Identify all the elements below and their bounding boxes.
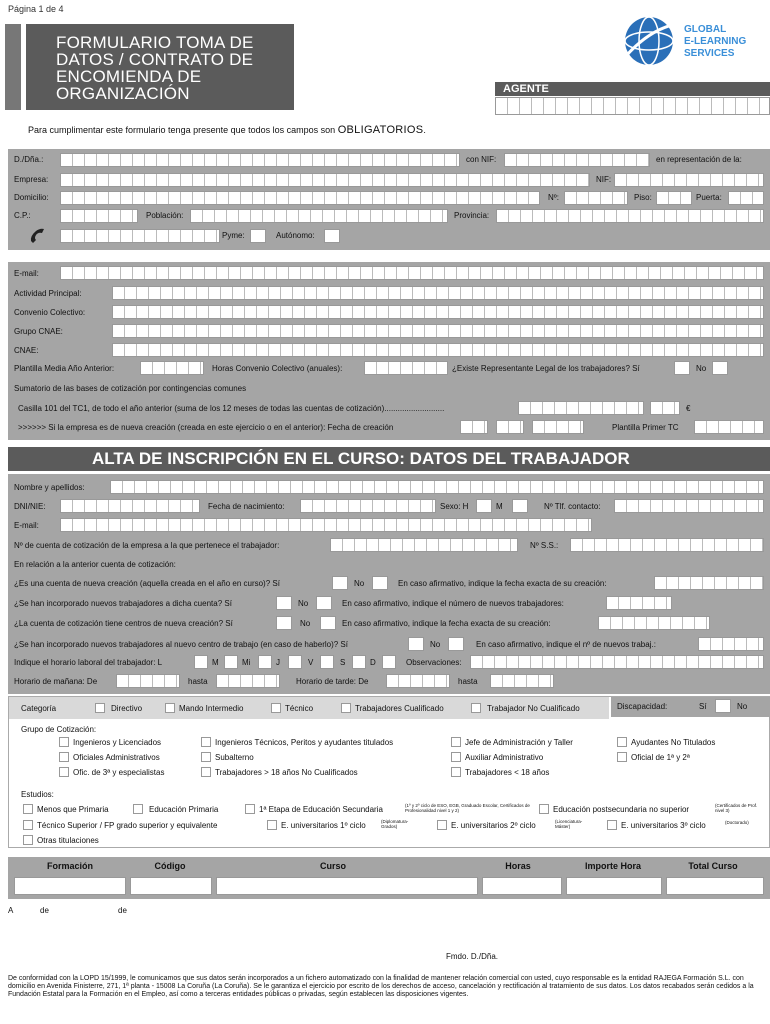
representante-si[interactable]	[674, 361, 690, 375]
worker-name-field[interactable]	[110, 480, 764, 494]
grp-10[interactable]	[201, 767, 211, 777]
creation-month[interactable]	[496, 420, 524, 434]
morning-to[interactable]	[216, 674, 280, 688]
est-2[interactable]	[133, 804, 143, 814]
casilla-decimal-field[interactable]	[650, 401, 680, 415]
horas-input[interactable]	[482, 877, 562, 895]
codigo-input[interactable]	[130, 877, 212, 895]
legal-footer: De conformidad con la LOPD 15/1999, le comunicamos que sus datos serán incorporados a un fichero automatizado con la finalidad de mantener relación comercial con usted, cuyo responsable es la entidad RAJEGA Formación S.L. con domicilio en Avenida Finisterre, 271, 1ª planta - 15008 La Coruña (La Coruña). Se le garantiza el ejercicio por escrito de los derechos de acceso, cancelación y rectificación al tratamiento de sus datos. Los datos recabados serán cedidos a la Fundación Estatal para la Formación en el Empleo, así como a terceras entidades públicas o privadas, según establecen las disposiciones vigentes.	[8, 975, 754, 998]
day-l[interactable]	[194, 655, 208, 669]
grp-6[interactable]	[201, 752, 211, 762]
pyme-check[interactable]	[250, 229, 266, 243]
agent-header: AGENTE	[495, 82, 770, 96]
floor-field[interactable]	[656, 191, 692, 205]
est-3[interactable]	[245, 804, 255, 814]
worker-section: Nombre y apellidos: DNI/NIE: Fecha de nacimiento: Sexo: H M Nº Tlf. contacto: E-mail: Nº de cuenta de cotización de la empresa a la que pertenece el trabajador: Nº S.S.: En relación a la anterior cuenta de cotización: ¿Es una cuenta de nueva creación (aquella creada en el año en curso)? Sí No En caso afirmativo, indique la fecha exacta de su creación: ¿Se han incorporado nuevos trabajadores a dicha cuenta? Sí No En caso afirmativo, indique el número de nuevos trabajadores: ¿La cuenta de cotización tiene centros de nueva creación? Sí No En caso afirmativo, indique la fecha exacta de su creación: ¿Se han incorporado nuevos trabajadores al nuevo centro de trabajo (en caso de haberlo)? Sí No En caso afirmativo, indique el nº de nuevos trabaj.: Indique el horario laboral del trabajador: L M Mi J V S D Observaciones: Horario de mañana: De hasta Horario de tarde: De hasta	[8, 474, 770, 694]
door-field[interactable]	[728, 191, 764, 205]
grp-11[interactable]	[451, 767, 461, 777]
casilla-field[interactable]	[518, 401, 644, 415]
q2-no[interactable]	[316, 596, 332, 610]
address-field[interactable]	[60, 191, 540, 205]
est-7[interactable]	[437, 820, 447, 830]
total-input[interactable]	[666, 877, 764, 895]
form-title: FORMULARIO TOMA DE DATOS / CONTRATO DE ENCOMIENDA DE ORGANIZACIÓN	[26, 24, 294, 110]
representante-no[interactable]	[712, 361, 728, 375]
afternoon-from[interactable]	[386, 674, 450, 688]
q3-no[interactable]	[320, 616, 336, 630]
title-side-bar	[5, 24, 21, 110]
q1-no[interactable]	[372, 576, 388, 590]
q3-date[interactable]	[598, 616, 710, 630]
worker-phone-field[interactable]	[614, 499, 764, 513]
ss-field[interactable]	[570, 538, 764, 552]
observations-field[interactable]	[470, 655, 764, 669]
day-j[interactable]	[288, 655, 302, 669]
grp-7[interactable]	[451, 752, 461, 762]
day-m[interactable]	[224, 655, 238, 669]
page-number: Página 1 de 4	[8, 4, 64, 14]
grupo-cnae-field[interactable]	[112, 324, 764, 338]
cat-cualificado[interactable]	[341, 703, 351, 713]
activity-field[interactable]	[112, 286, 764, 300]
curso-input[interactable]	[216, 877, 478, 895]
q4-number[interactable]	[698, 637, 764, 651]
number-field[interactable]	[564, 191, 628, 205]
company-logo: GLOBAL E-LEARNING SERVICES	[618, 10, 768, 72]
plantilla-field[interactable]	[140, 361, 204, 375]
formacion-input[interactable]	[14, 877, 126, 895]
disc-si[interactable]	[715, 699, 731, 713]
sex-m[interactable]	[512, 499, 528, 513]
est-5[interactable]	[23, 820, 33, 830]
est-4[interactable]	[539, 804, 549, 814]
day-v[interactable]	[320, 655, 334, 669]
section-banner: ALTA DE INSCRIPCIÓN EN EL CURSO: DATOS DEL TRABAJADOR	[8, 447, 770, 471]
q2-number[interactable]	[606, 596, 672, 610]
est-1[interactable]	[23, 804, 33, 814]
day-d[interactable]	[382, 655, 396, 669]
company-field[interactable]	[60, 173, 590, 187]
postcode-field[interactable]	[60, 209, 138, 223]
phone-field[interactable]	[60, 229, 220, 243]
grp-4[interactable]	[617, 737, 627, 747]
worker-email-field[interactable]	[60, 518, 592, 532]
q4-no[interactable]	[448, 637, 464, 651]
est-9[interactable]	[23, 835, 33, 845]
cuenta-field[interactable]	[330, 538, 518, 552]
globe-icon	[618, 10, 680, 72]
instructions: Para cumplimentar este formulario tenga presente que todos los campos son OBLIGATORIOS.	[28, 124, 426, 136]
course-table: Formación Código Curso Horas Importe Hora Total Curso	[8, 857, 770, 899]
grp-3[interactable]	[451, 737, 461, 747]
morning-from[interactable]	[116, 674, 180, 688]
cat-tecnico[interactable]	[271, 703, 281, 713]
plantilla-tc-field[interactable]	[694, 420, 764, 434]
importe-input[interactable]	[566, 877, 662, 895]
grp-2[interactable]	[201, 737, 211, 747]
autonomo-check[interactable]	[324, 229, 340, 243]
nif-field[interactable]	[504, 153, 650, 167]
town-field[interactable]	[190, 209, 448, 223]
agent-input[interactable]	[495, 97, 770, 115]
creation-year[interactable]	[532, 420, 584, 434]
name-field[interactable]	[60, 153, 460, 167]
q3-si[interactable]	[276, 616, 292, 630]
est-6[interactable]	[267, 820, 277, 830]
convenio-field[interactable]	[112, 305, 764, 319]
q1-si[interactable]	[332, 576, 348, 590]
birth-field[interactable]	[300, 499, 436, 513]
email-field[interactable]	[60, 266, 764, 280]
cat-no-cualificado[interactable]	[471, 703, 481, 713]
activity-section: E-mail: Actividad Principal: Convenio Colectivo: Grupo CNAE: CNAE: Plantilla Media Año Anterior: Horas Convenio Colectivo (anuales): ¿Existe Representante Legal de los trabajadores? Sí No Sumatorio de las bases de cotización por contingencias comunes Casilla 101 del TC1, de todo el año anterior (suma de los 12 meses de todas las cuentas de cotización)........................... € >>>>>> Si la empresa es de nueva creación (creada en este ejercicio o en el anterior): Fecha de creación Plantilla Primer TC	[8, 262, 770, 440]
creation-day[interactable]	[460, 420, 488, 434]
category-section: Categoría Directivo Mando Intermedio Técnico Trabajadores Cualificado Trabajador No Cualificado Discapacidad: Sí No Grupo de Cotización: Ingenieros y Licenciados Ingenieros Técnicos, Peritos y ayudantes titulados Jefe de Administración y Taller Ayudantes No Titulados Oficiales Administrativos Subalterno Auxiliar Administrativo Oficial de 1ª y 2ª Ofic. de 3ª y especialistas Trabajadores > 18 años No Cualificados Trabajadores < 18 años Estudios: Menos que Primaria Educación Primaria 1ª Etapa de Educación Secundaria (1º y 2º ciclo de ESO, EGB, Graduado Escolar, Certificados de Profesionalidad nivel 1 y 2) Educación postsecundaria no superior (Certificados de Prof. nivel 3) Técnico Superior / FP grado superior y equivalente E. universitarios 1º ciclo (Diplomatura-Grados) E. universitarios 2º ciclo (Licenciatura-Máster) E. universitarios 3º ciclo (Doctorado) Otras titulaciones	[8, 696, 770, 848]
cat-mando[interactable]	[165, 703, 175, 713]
horas-field[interactable]	[364, 361, 448, 375]
cat-directivo[interactable]	[95, 703, 105, 713]
cnae-field[interactable]	[112, 343, 764, 357]
day-mi[interactable]	[258, 655, 272, 669]
grp-8[interactable]	[617, 752, 627, 762]
est-8[interactable]	[607, 820, 617, 830]
signature-label: Fmdo. D./Dña.	[446, 952, 499, 961]
company-section: D./Dña.: con NIF: en representación de la: Empresa: NIF: Domicilio: Nº: Piso: Puerta: C.P.: Población: Provincia: Pyme: Autónomo:	[8, 149, 770, 250]
company-nif-field[interactable]	[614, 173, 764, 187]
grp-5[interactable]	[59, 752, 69, 762]
phone-icon	[28, 227, 50, 245]
grp-1[interactable]	[59, 737, 69, 747]
q4-si[interactable]	[408, 637, 424, 651]
province-field[interactable]	[496, 209, 764, 223]
day-s[interactable]	[352, 655, 366, 669]
afternoon-to[interactable]	[490, 674, 554, 688]
sex-h[interactable]	[476, 499, 492, 513]
q2-si[interactable]	[276, 596, 292, 610]
dni-field[interactable]	[60, 499, 200, 513]
grp-9[interactable]	[59, 767, 69, 777]
q1-date[interactable]	[654, 576, 764, 590]
